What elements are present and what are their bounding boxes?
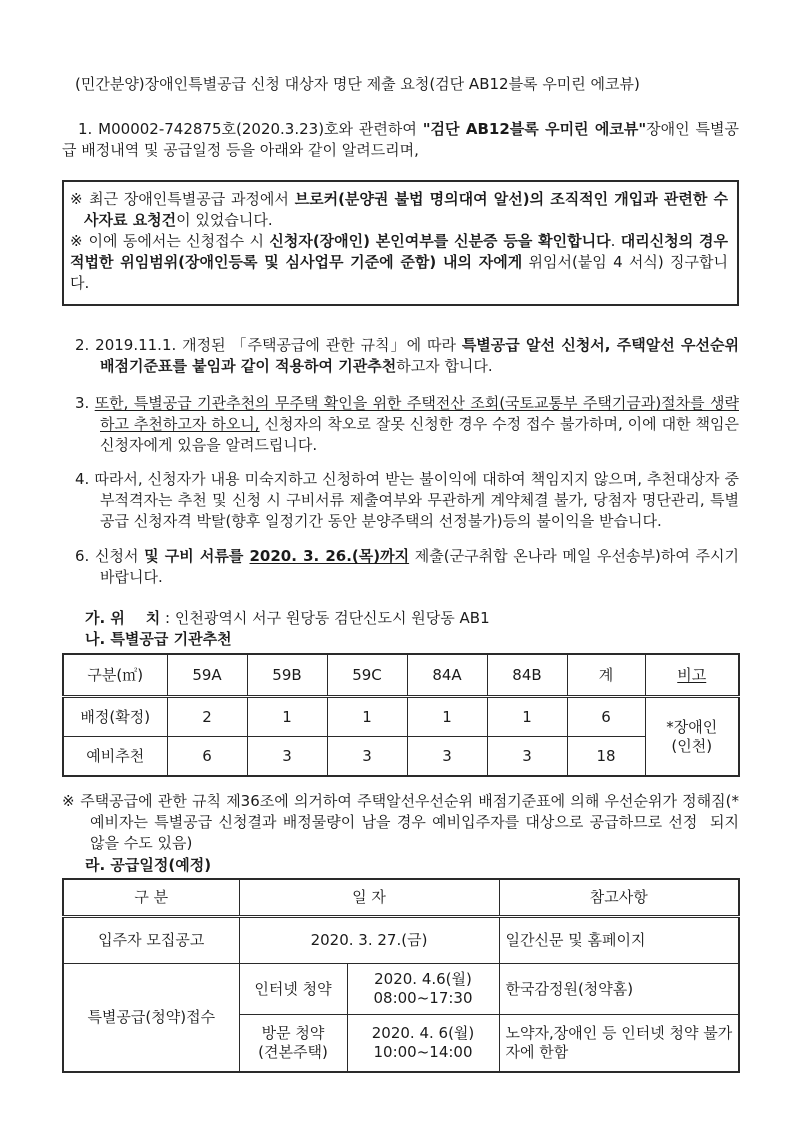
sched-col-date: 일 자: [239, 879, 499, 917]
sched-col-category: 구 분: [63, 879, 239, 917]
paragraph-6: 6. 신청서 및 구비 서류를 2020. 3. 26.(목)까지 제출(군구취합 온나라 메일 우선송부)하여 주시기 바랍니다.: [75, 547, 739, 586]
remark-cell: [645, 697, 739, 777]
section-ra-line: 라. 공급일정(예정): [85, 856, 212, 874]
col-header-84a: 84A: [407, 654, 487, 697]
paragraph-1: 1. M00002-742875호(2020.3.23)호와 관련하여 "검단 AB12블록 우미린 에코뷰"장애인 특별공급 배정내역 및 공급일정 등을 아래와 같이 알려드리며,: [62, 120, 739, 159]
paragraph-2: 2. 2019.11.1. 개정된 「주택공급에 관한 규칙」에 따라 특별공급 알선 신청서, 주택알선 우선순위 배점기준표를 붙임과 같이 적용하여 기관추천하고자 합니다.: [75, 336, 739, 375]
confirmed-84a: 1: [407, 697, 487, 737]
col-header-59b: 59B: [247, 654, 327, 697]
allocation-table: [62, 653, 740, 777]
row-label-reserve: 예비추천: [63, 737, 167, 777]
col-header-total: 계: [567, 654, 645, 697]
paragraph-3: 3. 또한, 특별공급 기관추천의 무주택 확인을 위한 주택전산 조회(국토교통부 주택기금과)절차를 생략하고 추천하고자 하오니, 신청자의 착오로 잘못 신청한 경우 수정 접수 불가하며, 이에 대한 책임은 신청자에게 있음을 알려드립니다.: [75, 394, 739, 454]
doc-title: [75, 74, 739, 95]
announcement-row: [63, 917, 739, 964]
announcement-date: 2020. 3. 27.(금): [239, 917, 499, 964]
schedule-table: [62, 878, 740, 1073]
remark-line-2: (인천): [671, 736, 713, 755]
col-header-remark: [645, 654, 739, 697]
priority-note: ※ 주택공급에 관한 규칙 제36조에 의거하여 주택알선우선순위 배점기준표에 의해 우선순위가 정해짐(*예비자는 특별공급 신청결과 배정물량이 남을 경우 예비입주자를 대상으로 공급하므로 선정 되지 않을 수도 있음): [62, 792, 744, 852]
internet-date: [347, 964, 499, 1015]
col-header-84b: 84B: [487, 654, 567, 697]
reserve-59c: 3: [327, 737, 407, 777]
reception-label: 특별공급(청약)접수: [63, 964, 239, 1073]
reserve-total: 18: [567, 737, 645, 777]
location-line: 가. 위 치 : 인천광역시 서구 원당동 검단신도시 원당동 AB1: [85, 609, 490, 627]
doc-title-text: (민간분양)장애인특별공급 신청 대상자 명단 제출 요청(검단 AB12블록 우미린 에코뷰): [75, 75, 640, 93]
visit-method-line-1: 방문 청약: [261, 1024, 325, 1042]
col-header-remark-label: 비고: [677, 665, 707, 684]
visit-method-line-2: (견본주택): [258, 1043, 328, 1061]
announcement-note: 일간신문 및 홈페이지: [499, 917, 739, 964]
remark-line-1: *장애인: [666, 717, 718, 736]
internet-method: 인터넷 청약: [239, 964, 347, 1015]
allocation-reserve-row: [63, 737, 739, 777]
visit-method: [239, 1015, 347, 1073]
notice-box: [62, 180, 739, 306]
visit-note: 노약자,장애인 등 인터넷 청약 불가자에 한함: [499, 1015, 739, 1073]
visit-date-line-2: 10:00~14:00: [373, 1043, 473, 1061]
notice-line-1: ※ 최근 장애인특별공급 과정에서 브로커(분양권 불법 명의대여 알선)의 조직적인 개입과 관련한 수사자료 요청건이 있었습니다.: [70, 190, 729, 229]
allocation-confirmed-row: [63, 697, 739, 737]
visit-date-line-1: 2020. 4. 6(월): [371, 1024, 475, 1042]
col-header-59c: 59C: [327, 654, 407, 697]
row-label-confirmed: 배정(확정): [63, 697, 167, 737]
col-header-type: 구분(㎡): [63, 654, 167, 697]
confirmed-59c: 1: [327, 697, 407, 737]
confirmed-total: 6: [567, 697, 645, 737]
allocation-header-row: [63, 654, 739, 697]
sched-col-note: 참고사항: [499, 879, 739, 917]
schedule-header-row: [63, 879, 739, 917]
confirmed-59b: 1: [247, 697, 327, 737]
internet-note: 한국감정원(청약홈): [499, 964, 739, 1015]
internet-date-line-1: 2020. 4.6(월): [374, 970, 472, 988]
internet-date-line-2: 08:00~17:30: [373, 989, 473, 1007]
reserve-59b: 3: [247, 737, 327, 777]
col-header-59a: 59A: [167, 654, 247, 697]
reserve-84a: 3: [407, 737, 487, 777]
confirmed-59a: 2: [167, 697, 247, 737]
confirmed-84b: 1: [487, 697, 567, 737]
section-na-line: 나. 특별공급 기관추천: [85, 630, 232, 648]
reserve-84b: 3: [487, 737, 567, 777]
announcement-label: 입주자 모집공고: [63, 917, 239, 964]
reserve-59a: 6: [167, 737, 247, 777]
internet-row: [63, 964, 739, 1015]
paragraph-4: 4. 따라서, 신청자가 내용 미숙지하고 신청하여 받는 불이익에 대하여 책임지지 않으며, 추천대상자 중 부적격자는 추천 및 신청 시 구비서류 제출여부와 무관하게 계약체결 불가, 당첨자 명단관리, 특별공급 신청자격 박탈(향후 일정기간 동안 분양주택의 선정불가)등의 불이익을 받습니다.: [75, 470, 739, 530]
notice-line-2: ※ 이에 동에서는 신청접수 시 신청자(장애인) 본인여부를 신분증 등을 확인합니다. 대리신청의 경우 적법한 위임범위(장애인등록 및 심사업무 기준에 준함) 내의 자에게 위임서(붙임 4 서식) 징구합니다.: [70, 232, 729, 292]
visit-date: [347, 1015, 499, 1073]
